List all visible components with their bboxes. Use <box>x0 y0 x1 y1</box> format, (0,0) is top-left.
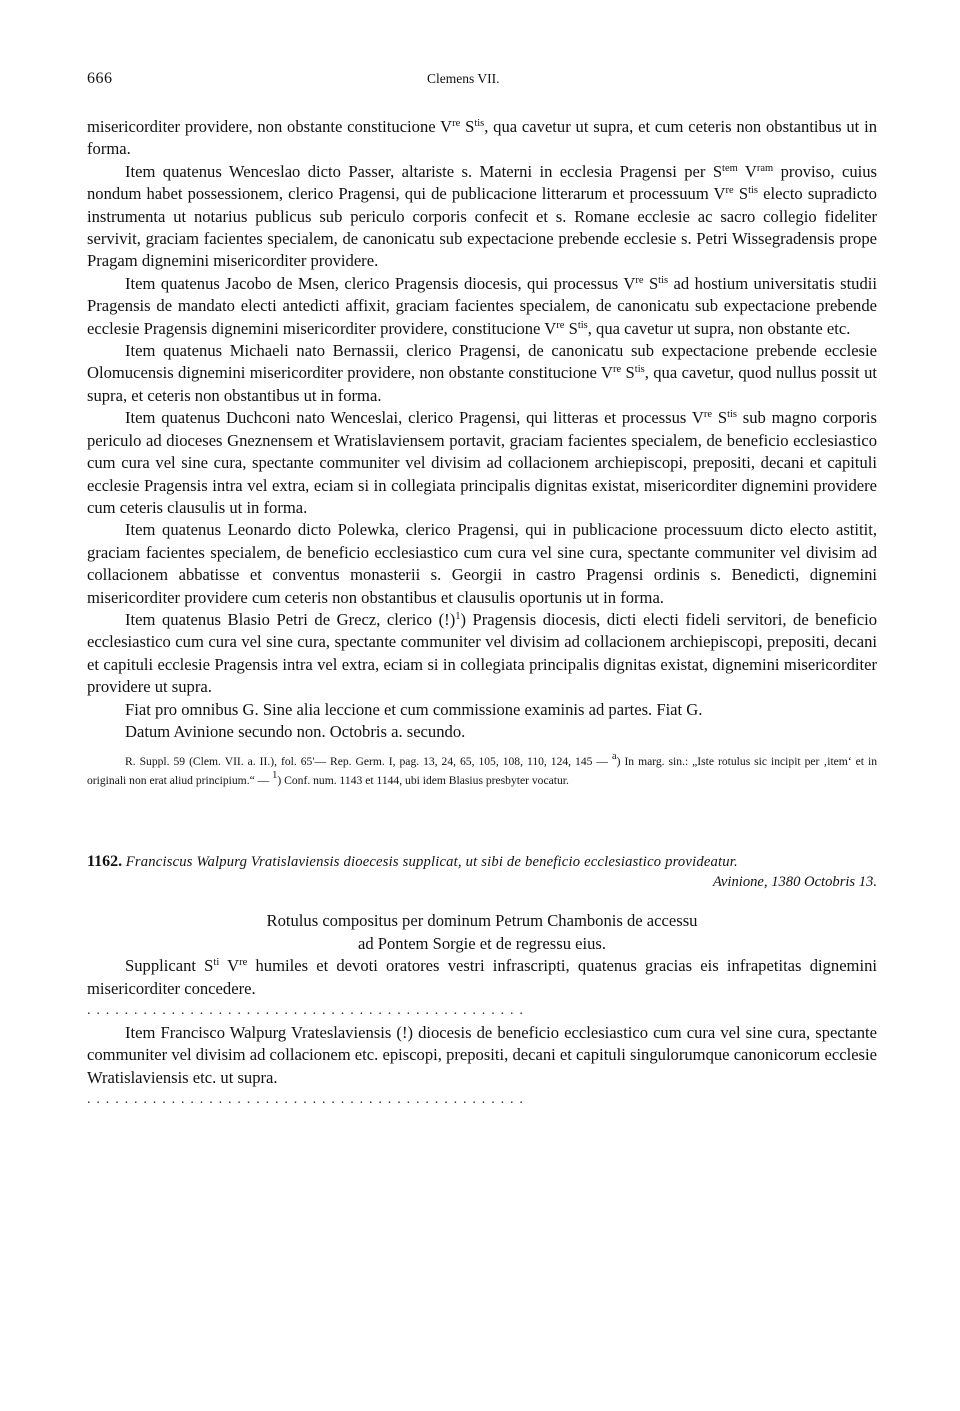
superscript: re <box>612 364 622 376</box>
entry-date: Avinione, 1380 Octobris 13. <box>712 874 877 891</box>
caption-line-1: Rotulus compositus per dominum Petrum Chambonis de accessu <box>266 911 698 931</box>
entry-number: 1162. <box>87 853 123 871</box>
entry-paragraph-2: Item Francisco Walpurg Vrateslaviensis (!) diocesis de beneficio ecclesiastico cum cura vel sine cura, spectante communiter vel divisim ad collacionem etc. episcopi, prepositi, decani et capituli singulorumque canonicorum ecclesie Wratislaviensis etc. ut supra. <box>87 1023 877 1087</box>
entry-heading: Franciscus Walpurg Vratislaviensis dioecesis supplicat, ut sibi de beneficio ecclesiastico provideatur. <box>125 854 738 871</box>
superscript: tis <box>748 185 758 197</box>
superscript: re <box>725 185 734 197</box>
paragraph-7: Item quatenus Blasio Petri de Grecz, clerico (!)$^1$) Pragensis diocesis, dicti electi fideli servitori, de beneficio ecclesiastico cum cura vel sine cura, spectante communiter vel divisim ad collacionem archiepiscopi, prepositi, decani et capituli ecclesie Pragensis intra vel extra, eciam si in collegiata principalis dignitas existat, dignemini misericorditer providere ut supra. <box>87 609 877 697</box>
superscript: 1 <box>455 610 461 622</box>
superscript: re <box>239 957 248 969</box>
footnote-text: R. Suppl. 59 (Clem. VII. a. II.), fol. 65'— Rep. Germ. I, pag. 13, 24, 65, 105, 108, 110, 124, 145 — $^a$) In marg. sin.: „Iste rotulus sic incipit per ‚item‘ et in originali non erat aliud principium.“ — $^1$) Conf. num. 1143 et 1144, ubi idem Blasius presbyter vocatur. <box>87 751 877 788</box>
ellipsis-line: . . . . . . . . . . . . . . . . . . . . . . . . . . . . . . . . . . . . . . . . . . . . . . . <box>87 1003 525 1018</box>
paragraph-9: Datum Avinione secundo non. Octobris a. secundo. <box>125 721 466 741</box>
superscript: tis <box>634 364 645 376</box>
entry-text <box>87 955 877 1111</box>
superscript: a <box>611 751 617 763</box>
paragraph-4: Item quatenus Michaeli nato Bernassii, clerico Pragensi, de canonicatu sub expectacione prebende ecclesie Olomucensis dignemini misericorditer providere, non obstante constitucione Vre $S^{tis}$, qua cavetur, quod nullus possit ut supra, et ceteris non obstantibus ut in forma. <box>87 341 877 405</box>
paragraph-8: Fiat pro omnibus G. Sine alia leccione et cum commissione examinis ad partes. Fiat G. <box>125 699 703 719</box>
ellipsis-line-end: . . . . . . . . . . . . . . . . . . . . . . . . . . . . . . . . . . . . . . . . . . . . . . . <box>87 1092 525 1108</box>
paragraph-3: Item quatenus Jacobo de Msen, clerico Pragensis diocesis, qui processus Vre $S^{tis}$ ad hostium universitatis studii Pragensis de mandato electi antedicti affixit, graciam facientes specialem, de canonicatu sub expectacione prebende ecclesie Pragensis dignemini misericorditer providere, constitucione Vre $S^{tis}$, qua cavetur ut supra, non obstante etc. <box>87 273 877 338</box>
paragraph-5: Item quatenus Duchconi nato Wenceslai, clerico Pragensi, qui litteras et processus Vre $S^{tis}$ sub magno corporis periculo ad dioceses Gneznensem et Wratislaviensem portavit, graciam facientes specialem, de beneficio ecclesiastico cum cura vel sine cura, spectante communiter vel divisim ad collacionem archiepiscopi, prepositi, decani et capituli ecclesie Pragensis intra vel extra, eciam si in collegiata principalis dignitas existat, misericorditer dignemini providere cum ceteris clausulis ut in forma. <box>87 408 877 517</box>
paragraph-1: misericorditer providere, non obstante constitucione Vre $S^{tis}$, qua cavetur ut supra, et cum ceteris non obstantibus ut in forma. <box>87 117 877 159</box>
page <box>87 70 877 1111</box>
document-body <box>87 116 877 743</box>
superscript: tis <box>474 118 485 129</box>
superscript: re <box>452 118 461 129</box>
page-number: 666 <box>87 70 113 87</box>
superscript: tis <box>577 319 588 331</box>
superscript: 1 <box>272 770 278 782</box>
superscript: tis <box>658 274 669 286</box>
paragraph-6: Item quatenus Leonardo dicto Polewka, clerico Pragensi, qui in publicacione processuum dicto electo astitit, graciam facientes specialem, de beneficio ecclesiastico cum cura vel sine cura, spectante communiter vel divisim ad collacionem abbatisse et conventus monasterii s. Georgii in castro Pragensi ordinis s. Benedicti, dignemini misericorditer providere cum ceteris non obstantibus et clausulis oportunis ut in forma. <box>87 520 877 607</box>
paragraph-2: Item quatenus Wenceslao dicto Passer, altariste s. Materni in ecclesia Pragensi per $S^{tem}$ $V^{ram}$ proviso, cuius nondum habet possessionem, clerico Pragensi, qui de publicacione litterarum et processuum Vre $S^{tis}$ electo supradicto instrumenta ut notarius publicus sub periculo corporis confecit et s. Romane ecclesie ac sacro collegio fideliter servivit, graciam facientes specialem, de canonicatu sub expectacione prebende ecclesie s. Petri Wissegradensis prope Pragam dignemini misericorditer providere. <box>87 161 877 271</box>
superscript: re <box>703 409 713 421</box>
superscript: tem <box>722 162 738 174</box>
entry-1162-heading <box>87 852 877 892</box>
page-header <box>87 70 877 94</box>
footnotes <box>87 752 877 790</box>
superscript: re <box>635 274 644 286</box>
superscript: tis <box>727 409 737 421</box>
entry-paragraph-1: Supplicant $S^{ti}$ Vre humiles et devoti oratores vestri infrascripti, quatenus gracias eis infrapetitas dignemini misericorditer concedere. <box>87 956 877 998</box>
running-title: Clemens VII. <box>427 71 500 86</box>
superscript: ti <box>213 957 220 969</box>
superscript: ram <box>756 162 774 174</box>
superscript: re <box>556 319 565 331</box>
caption-line-2: ad Pontem Sorgie et de regressu eius. <box>357 933 607 953</box>
